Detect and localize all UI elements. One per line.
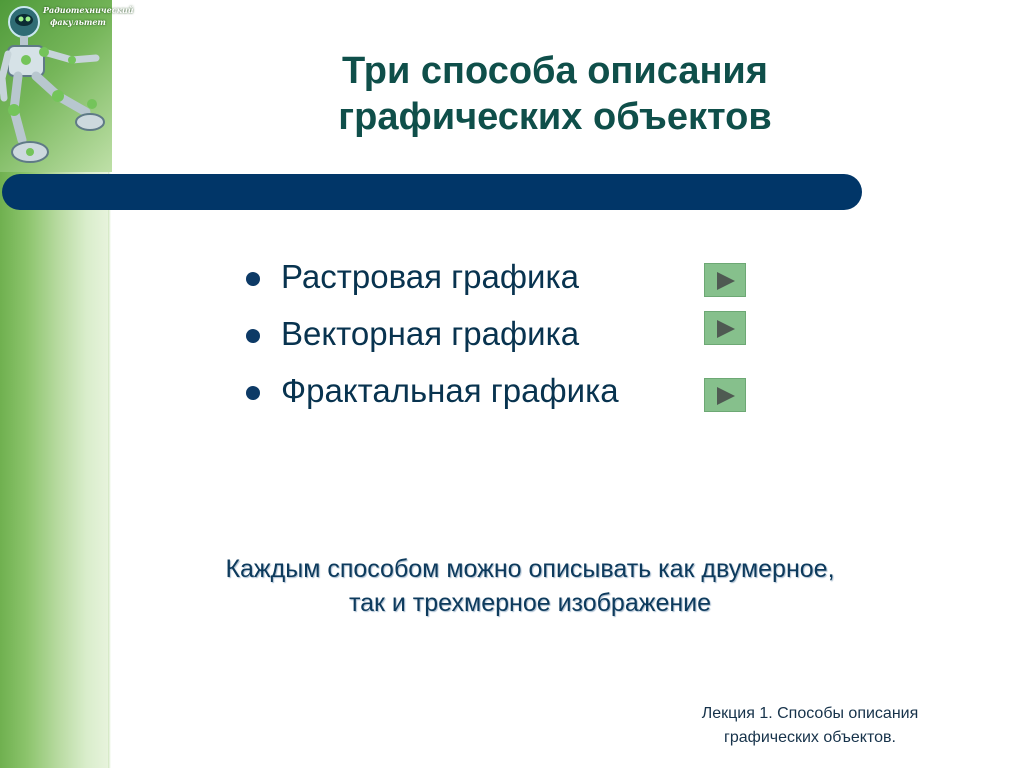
logo-text: Радиотехнический факультет — [43, 5, 134, 27]
faculty-logo — [0, 0, 134, 172]
note-line-1: Каждым способом можно описывать как двумерное, — [225, 555, 835, 583]
play-arrow-icon — [717, 387, 735, 405]
play-arrow-icon — [717, 320, 735, 338]
list-item-label: Растровая графика — [281, 258, 579, 295]
bullet-icon — [246, 329, 260, 343]
list-item-label: Векторная графика — [281, 315, 580, 352]
title-line-1: Три способа описания — [342, 50, 768, 92]
bullet-icon — [246, 272, 260, 286]
footer-line-1: Лекция 1. Способы описания — [701, 705, 919, 722]
title-divider-bar — [2, 174, 862, 210]
raster-graphics-link-button[interactable] — [704, 263, 746, 297]
lecture-footer — [660, 702, 960, 750]
title-line-2: графических объектов — [338, 96, 772, 138]
bullet-icon — [246, 386, 260, 400]
fractal-graphics-link-button[interactable] — [704, 378, 746, 412]
vector-graphics-link-button[interactable] — [704, 311, 746, 345]
footer-line-2: графических объектов. — [724, 729, 896, 746]
list-item-label: Фрактальная графика — [281, 372, 619, 409]
slide-title — [240, 48, 870, 140]
note-text — [150, 552, 910, 620]
play-arrow-icon — [717, 272, 735, 290]
note-line-2: так и трехмерное изображение — [348, 589, 712, 617]
